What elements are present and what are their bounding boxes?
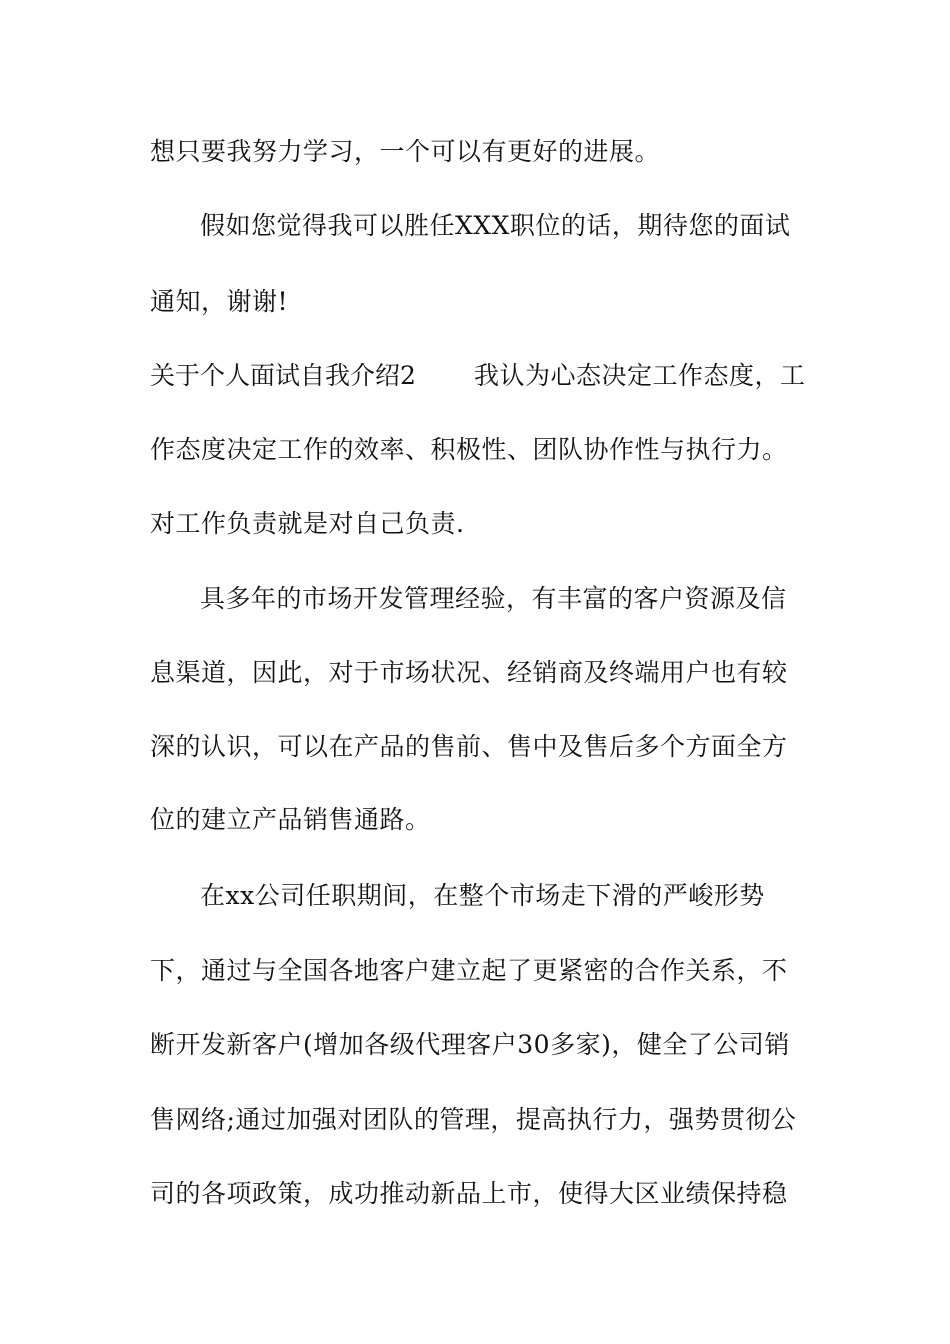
paragraph-first-line: 在xx公司任职期间，在整个市场走下滑的严峻形势 — [200, 881, 765, 910]
paragraph-first-line: 假如您觉得我可以胜任XXX职位的话，期待您的面试 — [200, 211, 791, 240]
text-line: 位的建立产品销售通路。 — [150, 805, 431, 834]
text-line: 作态度决定工作的效率、积极性、团队协作性与执行力。 — [150, 435, 788, 464]
text-line: 断开发新客户(增加各级代理客户30多家)，健全了公司销 — [150, 1030, 790, 1059]
text-line: 息渠道，因此，对于市场状况、经销商及终端用户也有较 — [150, 658, 788, 687]
text-line: 下，通过与全国各地客户建立起了更紧密的合作关系，不 — [150, 956, 788, 985]
paragraph-first-line: 具多年的市场开发管理经验，有丰富的客户资源及信 — [200, 584, 787, 613]
section-heading-row — [150, 358, 810, 394]
text-line: 对工作负责就是对自己负责. — [150, 509, 465, 538]
text-line: 通知，谢谢! — [150, 287, 289, 316]
section-title: 关于个人面试自我介绍2 — [150, 361, 416, 390]
text-line: 售网络;通过加强对团队的管理，提高执行力，强势贯彻公 — [150, 1105, 797, 1134]
text-line: 司的各项政策，成功推动新品上市，使得大区业绩保持稳 — [150, 1179, 788, 1208]
text-line: 想只要我努力学习，一个可以有更好的进展。 — [150, 137, 661, 166]
text-line: 深的认识，可以在产品的售前、售中及售后多个方面全方 — [150, 732, 788, 761]
section-lead-text: 我认为心态决定工作态度，工 — [474, 361, 806, 390]
